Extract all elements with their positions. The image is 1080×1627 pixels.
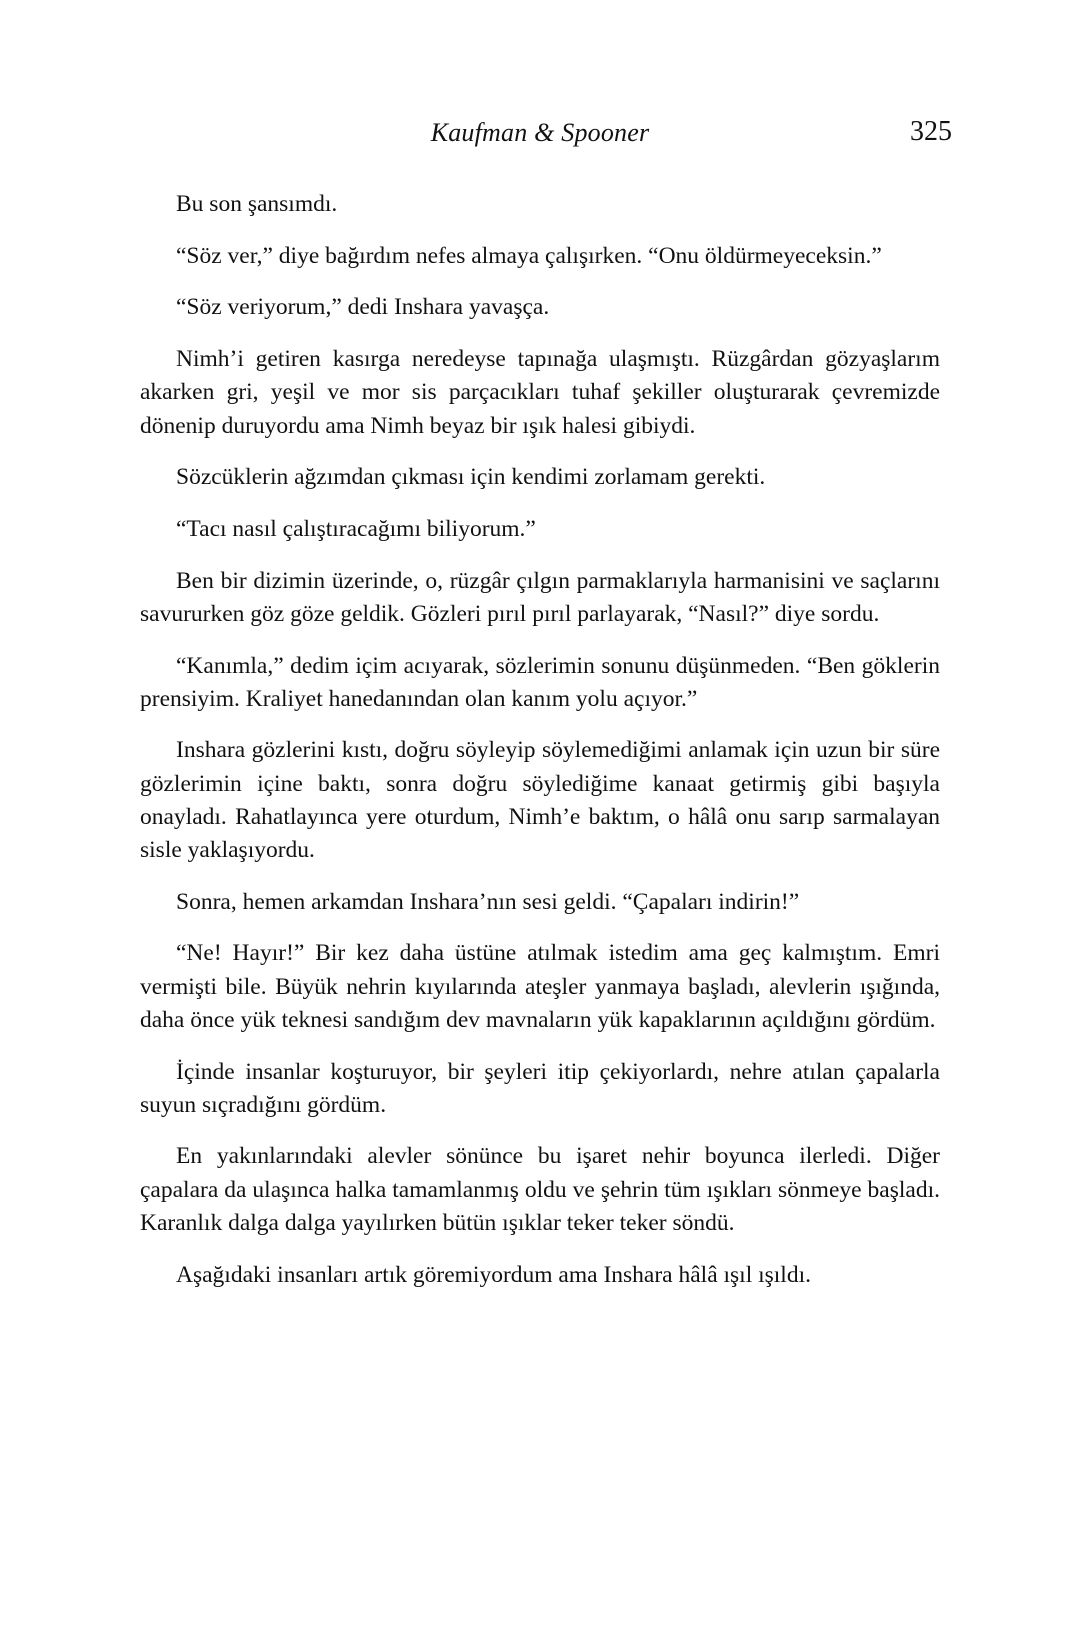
paragraph: Nimh’i getiren kasırga neredeyse tapınağa ulaşmıştı. Rüzgârdan gözyaşlarım akarken gri, yeşil ve mor sis parçacıkları tuhaf şekiller oluşturarak çevremizde dönenip duruyordu ama Nimh beyaz bir ışık halesi gibiydi.: [140, 346, 940, 439]
paragraph: Ben bir dizimin üzerinde, o, rüzgâr çılgın parmaklarıyla harmanisini ve saçlarını savururken göz göze geldik. Gözleri pırıl pırıl parlayarak, “Nasıl?” diye sordu.: [140, 567, 940, 627]
page-header: [0, 112, 1080, 152]
paragraph: En yakınlarındaki alevler sönünce bu işaret nehir boyunca ilerledi. Diğer çapalara da ulaşınca halka tamamlanmış oldu ve şehrin tüm ışıkları sönmeye başladı. Karanlık dalga dalga yayılırken bütün ışıklar teker teker söndü.: [140, 1143, 940, 1236]
paragraph: “Kanımla,” dedim içim acıyarak, sözlerimin sonunu düşünmeden. “Ben göklerin prensiyim. Kraliyet hanedanından olan kanım yolu açıyor.”: [140, 652, 940, 712]
body-text: [140, 188, 940, 1310]
paragraph: Aşağıdaki insanları artık göremiyordum ama Inshara hâlâ ışıl ışıldı.: [176, 1261, 811, 1288]
paragraph: İçinde insanlar koşturuyor, bir şeyleri itip çekiyorlardı, nehre atılan çapalarla suyun sıçradığını gördüm.: [140, 1058, 940, 1118]
paragraph: Sonra, hemen arkamdan Inshara’nın sesi geldi. “Çapaları indirin!”: [176, 888, 800, 915]
paragraph: Inshara gözlerini kıstı, doğru söyleyip söylemediğimi anlamak için uzun bir süre gözlerimin içine baktı, sonra doğru söylediğime kanaat getirmiş gibi başıyla onayladı. Rahatlayınca yere oturdum, Nimh’e baktım, o hâlâ onu sarıp sarmalayan sisle yaklaşıyordu.: [140, 737, 940, 864]
paragraph: Sözcüklerin ağzımdan çıkması için kendimi zorlamam gerekti.: [176, 464, 766, 491]
paragraph: “Söz ver,” diye bağırdım nefes almaya çalışırken. “Onu öldürmeyeceksin.”: [176, 242, 882, 269]
paragraph: “Söz veriyorum,” dedi Inshara yavaşça.: [176, 294, 550, 321]
paragraph: “Tacı nasıl çalıştıracağımı biliyorum.”: [176, 515, 536, 542]
paragraph: Bu son şansımdı.: [176, 191, 338, 217]
paragraph: “Ne! Hayır!” Bir kez daha üstüne atılmak istedim ama geç kalmıştım. Emri vermişti bile. Büyük nehrin kıyılarında ateşler yanmaya başladı, alevlerin ışığında, daha önce yük teknesi sandığım dev mavnaların yük kapaklarının açıldığını gördüm.: [140, 940, 940, 1033]
running-title: Kaufman & Spooner: [430, 118, 650, 147]
page-number: 325: [910, 116, 952, 147]
